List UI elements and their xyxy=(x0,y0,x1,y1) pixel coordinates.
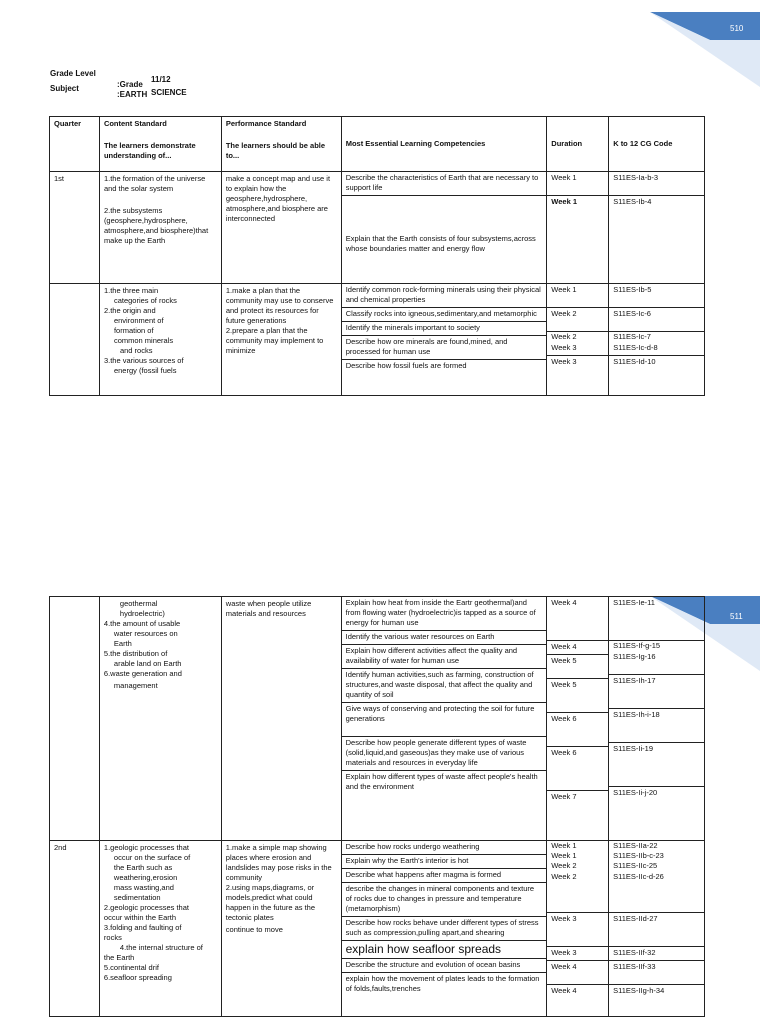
subject-value: SCIENCE xyxy=(151,88,187,97)
subject-label: Subject xyxy=(50,84,79,93)
grade-level-label: Grade Level xyxy=(50,69,96,78)
table-row xyxy=(50,597,705,841)
page-corner-decoration xyxy=(650,12,760,92)
melc-cell: Explain how heat from inside the Eartr geothermal)and from flowing water (hydroelectric)is tapped as a source of energy for human use Identify the various water resources on Earth Explain how different activities affect the quality and availability of water for human use Identify human activities,such as farming, construction of structures,and waste disposal, that affect the quality and quantity of soil Give ways of conserving and protecting the soil for future generations Describe how people generate different types of waste (solid,liquid,and gaseous)as they make use of various materials and resources in everyday life Explain how different types of waste affect people's health and the environment xyxy=(341,597,547,841)
grade-prefix: :Grade xyxy=(117,80,143,89)
duration-cell: Week 1 Week 2 Week 2 Week 3 Week 3 xyxy=(547,284,609,396)
table-row xyxy=(50,172,705,284)
content-cell: 1.geologic processes that occur on the surface of the Earth such as weathering,erosion mass wasting,and sedimentation 2.geologic processes that occur within the Earth 3.folding and faulting of rocks 4.the internal structure of the Earth 5.continental drif 6.seafloor spreading xyxy=(99,841,221,1017)
grade-value: 11/12 xyxy=(151,75,171,84)
duration-cell: Week 1 Week 1 Week 2 Week 2 Week 3 Week 3 Week 4 Week 4 xyxy=(547,841,609,1017)
code-cell: S11ES-Ie-11 S11ES-If-g-15 S11ES-Ig-16 S11ES-Ih-17 S11ES-Ih-i-18 S11ES-Ii-19 S11ES-Ii-j-20 xyxy=(609,597,705,841)
melc-cell: Identify common rock-forming minerals using their physical and chemical properties Classify rocks into igneous,sedimentary,and metamorphic Identify the minerals important to society Describe how ore minerals are found,mined, and processed for human use Describe how fossil fuels are formed xyxy=(341,284,547,396)
header-content: Content Standard The learners demonstrate understanding of... xyxy=(99,117,221,172)
performance-cell: make a concept map and use it to explain how the geosphere,hydrosphere, atmosphere,and biosphere are interconnected xyxy=(221,172,341,284)
quarter-cell: 2nd xyxy=(50,841,100,1017)
curriculum-table-page2 xyxy=(49,596,705,1017)
code-cell: S11ES-IIa-22 S11ES-IIb-c-23 S11ES-IIc-25 S11ES-IIc-d-26 S11ES-IId-27 S11ES-IIf-32 S11ES-IIf-33 S11ES-IIg-h-34 xyxy=(609,841,705,1017)
performance-cell: waste when people utilize materials and resources xyxy=(221,597,341,841)
duration-cell: Week 4 Week 4 Week 5 Week 5 Week 6 Week 6 Week 7 xyxy=(547,597,609,841)
content-cell: geothermal hydroelectric) 4.the amount of usable water resources on Earth 5.the distribution of arable land on Earth 6.waste generation and management xyxy=(99,597,221,841)
melc-cell: Describe how rocks undergo weathering Explain why the Earth's interior is hot Describe what happens after magma is formed describe the changes in mineral components and texture of rocks due to changes in pressure and temperature (metamorphism) Describe how rocks behave under different types of stress such as compression,pulling apart,and shearing explain how seafloor spreads Describe the structure and evolution of ocean basins explain how the movement of plates leads to the formation of folds,faults,trenches xyxy=(341,841,547,1017)
header-melc: Most Essential Learning Competencies xyxy=(341,117,547,172)
header-row xyxy=(50,117,705,172)
duration-cell: Week 1 Week 1 xyxy=(547,172,609,284)
header-duration: Duration xyxy=(547,117,609,172)
performance-cell: 1.make a plan that the community may use to conserve and protect its resources for future generations 2.prepare a plan that the community may implement to minimize xyxy=(221,284,341,396)
content-cell: 1.the three main categories of rocks 2.the origin and environment of formation of common minerals and rocks 3.the various sources of energy (fossil fuels xyxy=(99,284,221,396)
content-cell: 1.the formation of the universe and the solar system 2.the subsystems (geosphere,hydrosphere, atmosphere,and biosphere)that make up the Earth xyxy=(99,172,221,284)
header-code: K to 12 CG Code xyxy=(609,117,705,172)
quarter-cell: 1st xyxy=(50,172,100,284)
quarter-cell xyxy=(50,284,100,396)
page-number: 511 xyxy=(730,612,743,621)
code-cell: S11ES-Ia-b-3 S11ES-Ib-4 xyxy=(609,172,705,284)
subject-prefix: :EARTH xyxy=(117,90,148,99)
table-row xyxy=(50,284,705,396)
code-cell: S11ES-Ib-5 S11ES-Ic-6 S11ES-Ic-7 S11ES-Ic-d-8 S11ES-Id-10 xyxy=(609,284,705,396)
header-quarter: Quarter xyxy=(50,117,100,172)
performance-cell: 1.make a simple map showing places where erosion and landslides may pose risks in the community 2.using maps,diagrams, or models,predict what could happen in the future as the tectonic plates continue to move xyxy=(221,841,341,1017)
page-number: 510 xyxy=(730,24,744,33)
melc-cell: Describe the characteristics of Earth that are necessary to support life Explain that the Earth consists of four subsystems,across whose boundaries matter and energy flow xyxy=(341,172,547,284)
curriculum-table-page1 xyxy=(49,116,705,396)
table-row xyxy=(50,841,705,1017)
quarter-cell xyxy=(50,597,100,841)
header-performance: Performance Standard The learners should be able to... xyxy=(221,117,341,172)
